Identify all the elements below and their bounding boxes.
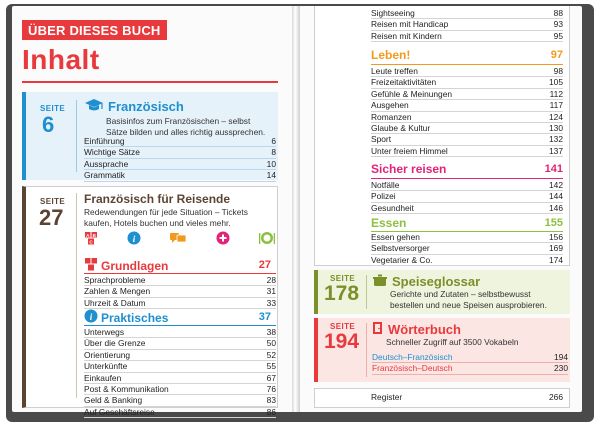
seite-label: SEITE <box>330 274 356 283</box>
toc-page: 117 <box>549 100 563 111</box>
toc-label: Notfälle <box>371 180 400 190</box>
toc-page: 76 <box>266 383 276 394</box>
section-franzoesisch <box>22 92 278 180</box>
section-title <box>84 98 184 115</box>
toc-page: 124 <box>549 111 563 122</box>
pot-icon <box>372 273 388 290</box>
toc-page: 266 <box>549 392 563 402</box>
toc-label: Leute treffen <box>371 66 418 76</box>
leben-list <box>371 66 563 157</box>
title-rule <box>22 81 278 83</box>
toc-page: 38 <box>266 327 276 337</box>
grundlagen-list <box>84 275 276 309</box>
right-page <box>300 6 582 412</box>
fork-plate-knife-icon <box>258 231 276 250</box>
toc-row <box>371 255 563 266</box>
toc-row <box>84 136 276 147</box>
door-exit-icon <box>372 321 384 338</box>
toc-label: Zahlen & Mengen <box>84 286 151 297</box>
grundlagen-title <box>84 257 168 274</box>
toc-label: Uhrzeit & Datum <box>84 297 146 308</box>
toc-row <box>84 298 276 309</box>
toc-page: 132 <box>549 134 563 145</box>
praktisches-title-text: Praktisches <box>101 310 169 325</box>
toc-page: 130 <box>549 122 563 133</box>
toc-label: Essen gehen <box>371 232 420 242</box>
toc-page: 86 <box>266 406 276 417</box>
section-title-text: Französisch <box>108 99 184 114</box>
grundlagen-title-text: Grundlagen <box>101 258 169 273</box>
toc-row <box>371 243 563 254</box>
toc-row <box>371 31 563 42</box>
toc-label: Gefühle & Meinungen <box>371 88 453 99</box>
leben-rule <box>371 64 563 65</box>
essen-list <box>371 232 563 266</box>
toc-label: Geld & Banking <box>84 395 143 406</box>
svg-text:B: B <box>92 232 96 238</box>
svg-text:i: i <box>132 233 135 244</box>
toc-label: Deutsch–Französisch <box>372 352 453 362</box>
toc-page: 142 <box>549 180 563 190</box>
toc-page: 50 <box>266 338 276 349</box>
toc-row <box>84 361 276 372</box>
divider <box>76 100 77 172</box>
toc-page: 146 <box>549 202 563 213</box>
section-desc <box>390 289 570 310</box>
toc-page: 67 <box>266 372 276 383</box>
toc-label: Einkaufen <box>84 372 122 383</box>
toc-page: 112 <box>549 88 563 99</box>
toc-row <box>84 373 276 384</box>
section-title: Französisch für Reisende <box>84 192 231 206</box>
toc-row <box>371 392 563 403</box>
toc-label: Sport <box>371 134 392 145</box>
toc-row <box>371 134 563 145</box>
toc-row <box>84 327 276 338</box>
toc-page: 14 <box>266 170 276 181</box>
grundlagen-rule <box>84 273 276 274</box>
toc-page: 31 <box>266 286 276 297</box>
toc-label: Ausgehen <box>371 100 409 111</box>
toc-row <box>84 350 276 361</box>
toc-row <box>371 203 563 214</box>
graduation-cap-icon <box>84 98 104 115</box>
info-icon <box>127 231 141 250</box>
toc-page: 156 <box>549 232 563 242</box>
register-row <box>371 392 563 403</box>
section-desc <box>106 116 278 137</box>
toc-page: 6 <box>271 136 276 146</box>
abc-blocks-icon <box>84 231 98 250</box>
section-desc <box>84 207 276 228</box>
toc-label: Register <box>371 392 403 402</box>
toc-row <box>371 112 563 123</box>
praktisches-list <box>84 327 276 418</box>
divider <box>366 323 367 377</box>
toc-label: Auf Geschäftsreise <box>84 406 155 417</box>
toc-row <box>371 191 563 202</box>
svg-text:C: C <box>89 239 93 244</box>
toc-label: Unter freiem Himmel <box>371 145 448 156</box>
toc-page: 137 <box>549 145 563 156</box>
toc-page: 55 <box>266 361 276 372</box>
section-woerterbuch <box>314 318 570 382</box>
seite-label: SEITE <box>40 104 66 113</box>
left-page <box>12 6 292 417</box>
abc-blocks-icon <box>84 257 98 274</box>
desc-line: Basisinfos zum Französischen – selbst <box>106 116 251 126</box>
toc-row <box>371 89 563 100</box>
desc-line: kaufen, Hotels buchen und vieles mehr. <box>84 217 231 228</box>
toc-label: Polizei <box>371 191 396 202</box>
toc-row <box>371 77 563 88</box>
seite-number: 27 <box>39 205 64 230</box>
section-speiseglossar <box>314 270 570 314</box>
desc-line: Redewendungen für jede Situation – Tickets <box>84 207 248 217</box>
praktisches-title <box>84 309 168 326</box>
page-title: Inhalt <box>22 44 100 75</box>
book-spine <box>292 6 300 412</box>
toc-row <box>372 352 568 363</box>
info-icon <box>84 309 98 326</box>
desc-line: bestellen und neue Speisen ausprobieren. <box>390 299 547 310</box>
toc-label: Aussprache <box>84 158 129 169</box>
toc-label: Einführung <box>84 136 125 146</box>
sicher-page: 141 <box>544 163 563 175</box>
toc-page: 52 <box>266 349 276 360</box>
toc-row <box>84 407 276 418</box>
svg-text:A: A <box>86 232 90 238</box>
desc-line: Gerichte und Zutaten – selbstbewusst <box>390 289 531 299</box>
desc-line: Sätze bilden und alles richtig aussprechen. <box>106 126 266 137</box>
toc-label: Grammatik <box>84 170 125 181</box>
toc-row <box>371 180 563 191</box>
leben-page: 97 <box>550 49 563 61</box>
toc-page: 93 <box>553 19 563 30</box>
speech-bubbles-icon <box>169 231 187 250</box>
toc-row <box>372 363 568 374</box>
toc-row <box>371 19 563 30</box>
toc-label: Unterkünfte <box>84 361 128 372</box>
toc-page: 174 <box>549 254 563 265</box>
toc-row <box>84 384 276 395</box>
toc-label: Freizeitaktivitäten <box>371 77 437 88</box>
right-top-list <box>371 8 563 42</box>
toc-label: Post & Kommunikation <box>84 383 169 394</box>
praktisches-rule <box>84 325 276 326</box>
toc-label: Über die Grenze <box>84 338 146 349</box>
toc-label: Orientierung <box>84 349 131 360</box>
toc-page: 83 <box>266 395 276 406</box>
toc-label: Reisen mit Handicap <box>371 19 449 30</box>
toc-row <box>84 275 276 286</box>
seite-number: 6 <box>42 112 55 137</box>
toc-row <box>84 338 276 349</box>
toc-page: 33 <box>266 297 276 308</box>
toc-row <box>371 232 563 243</box>
toc-row <box>371 66 563 77</box>
toc-page: 98 <box>553 66 563 76</box>
toc-row <box>84 147 276 158</box>
praktisches-page: 37 <box>258 311 271 323</box>
toc-row <box>84 286 276 297</box>
toc-label: Vegetarier & Co. <box>371 254 433 265</box>
seite-label: SEITE <box>40 197 66 206</box>
section-desc: Schneller Zugriff auf 3500 Vokabeln <box>386 337 519 347</box>
toc-label: Gesundheit <box>371 202 414 213</box>
toc-label: Selbstversorger <box>371 243 430 254</box>
toc-row <box>371 8 563 19</box>
toc-row <box>84 395 276 406</box>
seite-label: SEITE <box>330 322 356 331</box>
toc-page: 169 <box>549 243 563 254</box>
toc-row <box>371 146 563 157</box>
section-title-text: Wörterbuch <box>388 322 461 337</box>
divider <box>76 193 77 398</box>
toc-row <box>84 170 276 181</box>
essen-page: 155 <box>544 217 563 229</box>
toc-page: 8 <box>271 147 276 158</box>
toc-label: Romanzen <box>371 111 412 122</box>
section-register <box>314 388 570 408</box>
svg-text:i: i <box>89 311 93 322</box>
seite-number: 194 <box>324 330 360 353</box>
seite-number: 178 <box>324 282 360 305</box>
section-continuation <box>314 6 570 266</box>
toc-label: Unterwegs <box>84 327 125 337</box>
banner: ÜBER DIESES BUCH <box>22 20 167 40</box>
toc-page: 230 <box>554 363 568 374</box>
section-fuer-reisende <box>22 186 278 417</box>
grundlagen-page: 27 <box>258 259 271 271</box>
toc-page: 194 <box>554 352 568 362</box>
leben-title: Leben! <box>371 48 411 62</box>
sicher-title: Sicher reisen <box>371 162 447 176</box>
toc-page: 28 <box>266 275 276 285</box>
toc-page: 144 <box>549 191 563 202</box>
section-title <box>372 321 461 338</box>
toc-list <box>84 136 276 182</box>
toc-label: Reisen mit Kindern <box>371 30 442 41</box>
toc-row <box>371 123 563 134</box>
toc-page: 105 <box>549 77 563 88</box>
first-aid-icon <box>216 231 230 250</box>
sicher-rule <box>371 178 563 179</box>
toc-label: Sightseeing <box>371 8 415 18</box>
section-title <box>372 273 480 290</box>
icon-row <box>84 232 276 248</box>
toc-label: Französisch–Deutsch <box>372 363 453 374</box>
toc-page: 10 <box>266 158 276 169</box>
toc-row <box>371 100 563 111</box>
woerter-list <box>372 352 568 375</box>
section-title-text: Speiseglossar <box>392 274 481 289</box>
sicher-list <box>371 180 563 214</box>
divider <box>366 275 367 309</box>
toc-label: Glaube & Kultur <box>371 122 431 133</box>
essen-title: Essen <box>371 216 407 230</box>
toc-page: 95 <box>553 30 563 41</box>
toc-row <box>84 159 276 170</box>
toc-page: 88 <box>553 8 563 18</box>
toc-label: Sprachprobleme <box>84 275 146 285</box>
toc-label: Wichtige Sätze <box>84 147 140 158</box>
